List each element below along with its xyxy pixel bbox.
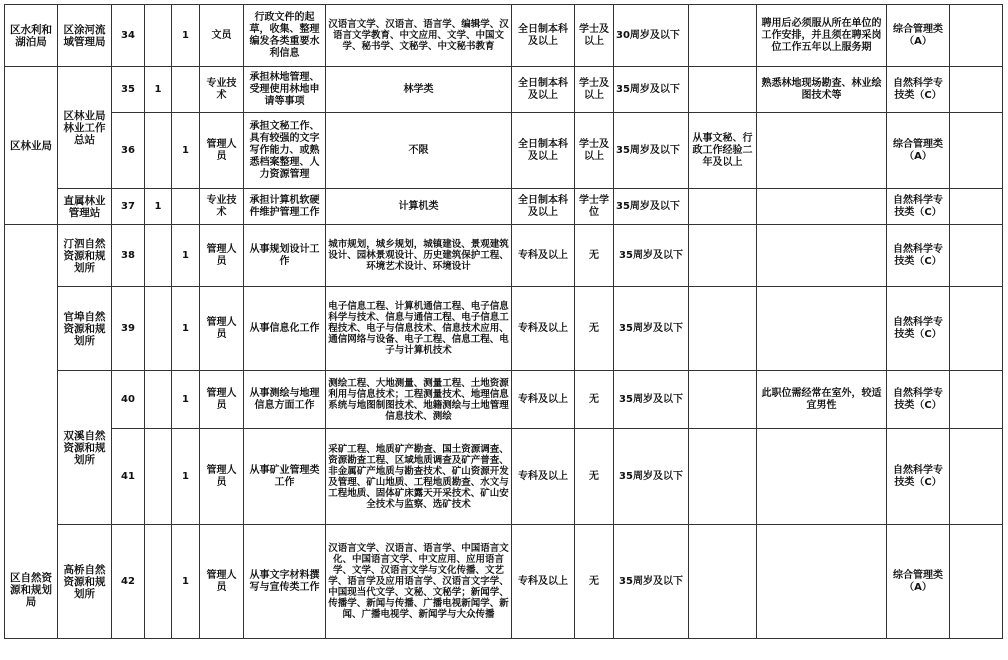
- table-row: [5, 225, 1003, 287]
- post-type-cell: 管理人员: [200, 113, 244, 189]
- count-cell: [172, 67, 200, 113]
- degree-cell: 学士及以上: [575, 5, 614, 67]
- table-row: [5, 525, 1003, 639]
- experience-cell: [689, 5, 757, 67]
- age-cell: 35周岁及以下: [614, 225, 689, 287]
- duty-cell: 承担计算机软硬件维护管理工作: [244, 189, 326, 225]
- other-requirement-cell: [757, 225, 887, 287]
- experience-cell: [689, 371, 757, 429]
- post-no-cell: 34: [112, 5, 145, 67]
- count-cell: 1: [172, 113, 200, 189]
- note-cell: [950, 5, 1003, 67]
- major-cell: 汉语言文学、汉语言、语言学、中国语言文化、中国语言文学、中文应用、应用语言学、文学、汉语言文学与文化传播、文艺学、语言学及应用语言学、汉语言文字学、中国现当代文学、文秘、文秘学；新闻学、传播学、新闻与传播、广播电视新闻学、新闻、广播电视学、新闻学与大众传播: [326, 525, 512, 639]
- post-type-cell: 管理人员: [200, 525, 244, 639]
- degree-cell: 学士学位: [575, 189, 614, 225]
- post-no-cell: 40: [112, 371, 145, 429]
- unit-cell: 高桥自然资源和规划所: [58, 525, 112, 639]
- age-cell: 35周岁及以下: [614, 371, 689, 429]
- table-row: [5, 67, 1003, 113]
- major-cell: 城市规划，城乡规划，城镇建设、景观建筑设计、园林景观设计、历史建筑保护工程、环境艺术设计、环境设计: [326, 225, 512, 287]
- category-cell: 自然科学专技类（C）: [887, 429, 950, 525]
- table-row: [5, 113, 1003, 189]
- degree-cell: 无: [575, 429, 614, 525]
- table-row: [5, 287, 1003, 371]
- category-cell: 自然科学专技类（C）: [887, 225, 950, 287]
- experience-cell: [689, 225, 757, 287]
- unit-cell: 官埠自然资源和规划所: [58, 287, 112, 371]
- degree-cell: 无: [575, 525, 614, 639]
- experience-cell: [689, 525, 757, 639]
- count-cell: 1: [172, 225, 200, 287]
- count-cell: 1: [145, 67, 172, 113]
- duty-cell: 从事规划设计工作: [244, 225, 326, 287]
- count-cell: 1: [145, 189, 172, 225]
- age-cell: 35周岁及以下: [614, 67, 689, 113]
- post-type-cell: 文员: [200, 5, 244, 67]
- post-type-cell: 管理人员: [200, 371, 244, 429]
- other-requirement-cell: [757, 287, 887, 371]
- post-no-cell: 39: [112, 287, 145, 371]
- education-cell: 专科及以上: [512, 429, 575, 525]
- post-no-cell: 41: [112, 429, 145, 525]
- duty-cell: 从事文字材料撰写与宣传类工作: [244, 525, 326, 639]
- other-requirement-cell: 此职位需经常在室外，较适宜男性: [757, 371, 887, 429]
- degree-cell: 学士及以上: [575, 113, 614, 189]
- note-cell: [950, 525, 1003, 639]
- post-type-cell: 管理人员: [200, 287, 244, 371]
- age-cell: 35周岁及以下: [614, 113, 689, 189]
- education-cell: 全日制本科及以上: [512, 189, 575, 225]
- note-cell: [950, 67, 1003, 113]
- other-requirement-cell: [757, 189, 887, 225]
- major-cell: 汉语言文学、汉语言、语言学、编辑学、汉语言文学教育、中文应用、文学、中国文学、秘书学、文秘学、中文秘书教育: [326, 5, 512, 67]
- count-cell: [145, 525, 172, 639]
- count-cell: [145, 287, 172, 371]
- duty-cell: 从事信息化工作: [244, 287, 326, 371]
- table-row: [5, 371, 1003, 429]
- category-cell: 自然科学专技类（C）: [887, 371, 950, 429]
- duty-cell: 行政文件的起草，收集、整理编发各类重要水利信息: [244, 5, 326, 67]
- post-type-cell: 管理人员: [200, 429, 244, 525]
- unit-cell: 直属林业管理站: [58, 189, 112, 225]
- education-cell: 专科及以上: [512, 225, 575, 287]
- age-cell: 35周岁及以下: [614, 429, 689, 525]
- degree-cell: 无: [575, 287, 614, 371]
- post-no-cell: 42: [112, 525, 145, 639]
- category-cell: 自然科学专技类（C）: [887, 287, 950, 371]
- major-cell: 计算机类: [326, 189, 512, 225]
- experience-cell: 从事文秘、行政工作经验二年及以上: [689, 113, 757, 189]
- category-cell: 自然科学专技类（C）: [887, 189, 950, 225]
- age-cell: 35周岁及以下: [614, 525, 689, 639]
- note-cell: [950, 225, 1003, 287]
- count-cell: [145, 371, 172, 429]
- dept-cell: 区水利和湖泊局: [5, 5, 58, 67]
- post-no-cell: 36: [112, 113, 145, 189]
- degree-cell: 无: [575, 225, 614, 287]
- count-cell: 1: [172, 287, 200, 371]
- other-requirement-cell: 熟悉林地现场勘查、林业绘图技术等: [757, 67, 887, 113]
- unit-cell: 区涂河流域管理局: [58, 5, 112, 67]
- experience-cell: [689, 287, 757, 371]
- other-requirement-cell: [757, 525, 887, 639]
- table-row: [5, 429, 1003, 525]
- category-cell: 自然科学专技类（C）: [887, 67, 950, 113]
- major-cell: 不限: [326, 113, 512, 189]
- duty-cell: 从事矿业管理类工作: [244, 429, 326, 525]
- unit-cell: 区林业局林业工作总站: [58, 67, 112, 189]
- education-cell: 全日制本科及以上: [512, 113, 575, 189]
- unit-cell: 双溪自然资源和规划所: [58, 371, 112, 525]
- count-cell: 1: [172, 525, 200, 639]
- other-requirement-cell: 聘用后必须服从所在单位的工作安排，并且须在聘采岗位工作五年以上服务期: [757, 5, 887, 67]
- dept-cell: 区自然资源和规划局: [5, 225, 58, 639]
- count-cell: [145, 113, 172, 189]
- education-cell: 全日制本科及以上: [512, 5, 575, 67]
- post-type-cell: 专业技术: [200, 189, 244, 225]
- note-cell: [950, 429, 1003, 525]
- note-cell: [950, 113, 1003, 189]
- age-cell: 35周岁及以下: [614, 189, 689, 225]
- major-cell: 电子信息工程、计算机通信工程、电子信息科学与技术、信息与通信工程、电子信息工程技术、电子与信息技术、信息技术应用、通信网络与设备、电子工程、信息工程、电子与计算机技术: [326, 287, 512, 371]
- major-cell: 测绘工程、大地测量、测量工程、土地资源利用与信息技术；工程测量技术、地理信息系统与地图制图技术、地籍测绘与土地管理信息技术、测绘: [326, 371, 512, 429]
- count-cell: 1: [172, 371, 200, 429]
- table-row: [5, 5, 1003, 67]
- duty-cell: 从事测绘与地理信息方面工作: [244, 371, 326, 429]
- other-requirement-cell: [757, 113, 887, 189]
- degree-cell: 学士及以上: [575, 67, 614, 113]
- major-cell: 林学类: [326, 67, 512, 113]
- education-cell: 专科及以上: [512, 525, 575, 639]
- post-no-cell: 35: [112, 67, 145, 113]
- category-cell: 综合管理类（A）: [887, 525, 950, 639]
- experience-cell: [689, 429, 757, 525]
- recruitment-table: [4, 4, 1003, 639]
- experience-cell: [689, 189, 757, 225]
- duty-cell: 承担文秘工作、具有较强的文字写作能力、或熟悉档案整理、人力资源管理: [244, 113, 326, 189]
- category-cell: 综合管理类（A）: [887, 5, 950, 67]
- education-cell: 专科及以上: [512, 287, 575, 371]
- count-cell: [145, 5, 172, 67]
- count-cell: [145, 225, 172, 287]
- major-cell: 采矿工程、地质矿产勘查、国土资源调查、资源勘查工程、区域地质调查及矿产普查、非金属矿产地质与勘查技术、矿山资源开发及管理、矿山地质、工程地质勘查、水文与工程地质、固体矿床露天开采技术、矿山安全技术与监察、选矿技术: [326, 429, 512, 525]
- duty-cell: 承担林地管理、受理使用林地申请等事项: [244, 67, 326, 113]
- age-cell: 35周岁及以下: [614, 287, 689, 371]
- age-cell: 30周岁及以下: [614, 5, 689, 67]
- note-cell: [950, 189, 1003, 225]
- post-type-cell: 专业技术: [200, 67, 244, 113]
- note-cell: [950, 371, 1003, 429]
- count-cell: [145, 429, 172, 525]
- table-row: [5, 189, 1003, 225]
- count-cell: [172, 189, 200, 225]
- note-cell: [950, 287, 1003, 371]
- count-cell: 1: [172, 5, 200, 67]
- experience-cell: [689, 67, 757, 113]
- education-cell: 全日制本科及以上: [512, 67, 575, 113]
- post-no-cell: 37: [112, 189, 145, 225]
- education-cell: 专科及以上: [512, 371, 575, 429]
- post-no-cell: 38: [112, 225, 145, 287]
- post-type-cell: 管理人员: [200, 225, 244, 287]
- count-cell: 1: [172, 429, 200, 525]
- dept-cell: 区林业局: [5, 67, 58, 225]
- other-requirement-cell: [757, 429, 887, 525]
- unit-cell: 汀泗自然资源和规划所: [58, 225, 112, 287]
- degree-cell: 无: [575, 371, 614, 429]
- category-cell: 综合管理类（A）: [887, 113, 950, 189]
